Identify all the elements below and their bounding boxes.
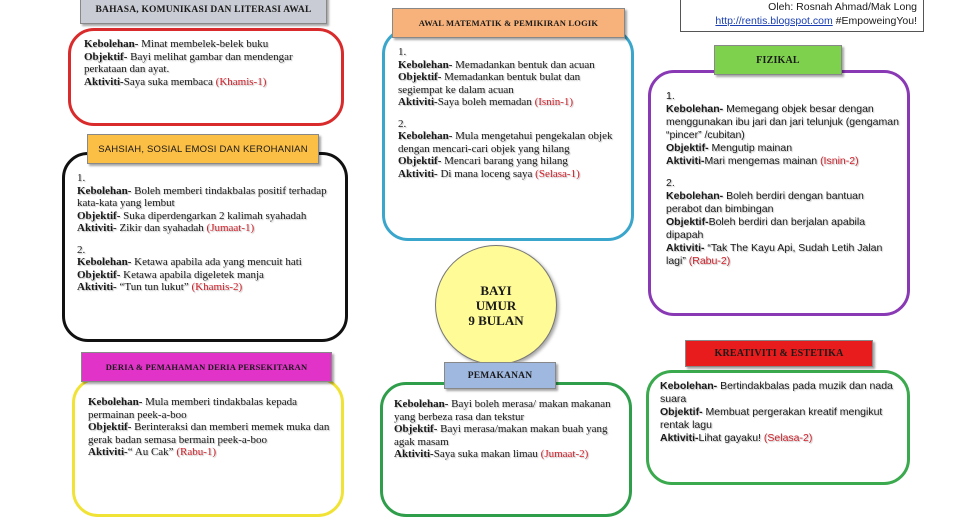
fizikal-k2-label: Kebolehan- xyxy=(666,190,724,202)
fizikal-a1: Mari mengemas mainan xyxy=(704,155,821,167)
matematik-d2: (Selasa-1) xyxy=(535,167,580,180)
deria-content xyxy=(88,396,332,459)
bahasa-aktiviti: Saya suka membaca xyxy=(123,75,216,88)
sahsiah-d2: (Khamis-2) xyxy=(191,281,243,293)
bahasa-kebolehan: Minat membelek-belek buku xyxy=(138,38,269,50)
kreativiti-content xyxy=(660,380,898,445)
kreativiti-header: KREATIVITI & ESTETIKA xyxy=(685,340,873,367)
pemakanan-kebolehan-label: Kebolehan- xyxy=(394,398,449,410)
fizikal-k1-label: Kebolehan- xyxy=(666,103,724,115)
sahsiah-a2: “Tun tun lukut” xyxy=(116,281,192,293)
matematik-k1-label: Kebolehan- xyxy=(398,58,453,71)
kreativiti-objektif-label: Objektif- xyxy=(660,406,703,418)
matematik-num-2: 2. xyxy=(398,117,407,130)
sahsiah-o1: Suka diperdengarkan 2 kalimah syahadah xyxy=(120,209,307,222)
sahsiah-o2-label: Objektif- xyxy=(77,268,121,281)
matematik-content xyxy=(398,46,624,180)
matematik-o2: Mencari barang yang hilang xyxy=(441,155,568,167)
pemakanan-header: PEMAKANAN xyxy=(444,362,556,389)
credit-tag: #EmpoweingYou! xyxy=(835,15,917,27)
bahasa-objektif: Bayi melihat gambar dan mendengar perkataan dan ayat. xyxy=(84,50,293,75)
deria-day: (Rabu-1) xyxy=(176,446,217,458)
sahsiah-a1-label: Aktiviti- xyxy=(77,222,117,234)
center-line-2: UMUR xyxy=(475,297,517,313)
deria-header: DERIA & PEMAHAMAN DERIA PERSEKITARAN xyxy=(81,352,332,382)
sahsiah-num-2: 2. xyxy=(77,243,86,256)
sahsiah-a1: Zikir dan syahadah xyxy=(116,222,207,234)
fizikal-o2-label: Objektif- xyxy=(666,216,709,228)
sahsiah-header: SAHSIAH, SOSIAL EMOSI DAN KEROHANIAN xyxy=(87,134,319,164)
fizikal-a1-label: Aktiviti- xyxy=(666,155,705,167)
deria-objektif: Berinteraksi dan memberi memek muka dan gerak badan semasa bermain peek-a-boo xyxy=(88,421,330,446)
kreativiti-objektif: Membuat pergerakan kreatif mengikut rentak lagu xyxy=(660,406,883,431)
bahasa-objektif-label: Objektif- xyxy=(84,50,128,63)
center-line-1: BAYI xyxy=(480,282,512,298)
sahsiah-k2-label: Kebolehan- xyxy=(77,256,132,268)
matematik-d1: (Isnin-1) xyxy=(534,96,574,108)
matematik-o1-label: Objektif- xyxy=(398,71,442,83)
deria-kebolehan: Mula memberi tindakbalas kepada permainan peek-a-boo xyxy=(88,396,297,421)
matematik-a1-label: Aktiviti- xyxy=(398,96,438,108)
deria-aktiviti-label: Aktiviti- xyxy=(88,446,128,458)
pemakanan-kebolehan: Bayi boleh merasa/ makan makanan yang berbeza rasa dan tekstur xyxy=(394,398,611,423)
matematik-k2-label: Kebolehan- xyxy=(398,130,453,142)
matematik-k1: Memadankan bentuk dan acuan xyxy=(452,58,595,71)
sahsiah-o2: Ketawa apabila digeletek manja xyxy=(120,268,264,281)
fizikal-a2: “Tak The Kayu Api, Sudah Letih Jalan lagi” xyxy=(666,242,883,267)
credit-author: Oleh: Rosnah Ahmad/Mak Long xyxy=(768,1,917,13)
sahsiah-k1: Boleh memberi tindakbalas positif terhadap kata-kata yang lembut xyxy=(77,184,327,209)
bahasa-day: (Khamis-1) xyxy=(215,75,267,88)
fizikal-o2: Boleh berdiri dan berjalan apabila dipapah xyxy=(666,216,866,241)
fizikal-content xyxy=(666,90,902,268)
kreativiti-aktiviti: Lihat gayaku! xyxy=(698,432,764,444)
fizikal-o1: Mengutip mainan xyxy=(708,142,793,154)
kreativiti-aktiviti-label: Aktiviti- xyxy=(660,432,699,444)
fizikal-d2: (Rabu-2) xyxy=(688,255,731,267)
matematik-k2: Mula mengetahui pengekalan objek dengan mencari-cari objek yang hilang xyxy=(398,130,613,155)
sahsiah-d1: (Jumaat-1) xyxy=(206,222,255,234)
bahasa-content xyxy=(84,38,334,88)
matematik-o1: Memadankan bentuk bulat dan segiempat ke dalam acuan xyxy=(398,71,581,96)
sahsiah-k1-label: Kebolehan- xyxy=(77,184,132,197)
matematik-o2-label: Objektif- xyxy=(398,155,442,167)
pemakanan-objektif-label: Objektif- xyxy=(394,423,438,435)
bahasa-header: BAHASA, KOMUNIKASI DAN LITERASI AWAL xyxy=(80,0,327,24)
deria-aktiviti: “ Au Cak” xyxy=(127,446,177,458)
pemakanan-day: (Jumaat-2) xyxy=(540,448,589,460)
fizikal-header: FIZIKAL xyxy=(714,45,842,75)
matematik-a2: Di mana loceng saya xyxy=(437,167,536,180)
matematik-num-1: 1. xyxy=(398,46,407,58)
fizikal-o1-label: Objektif- xyxy=(666,142,709,154)
credit-box xyxy=(680,0,924,32)
pemakanan-aktiviti: Saya suka makan limau xyxy=(433,448,541,460)
bahasa-aktiviti-label: Aktiviti- xyxy=(84,75,124,88)
kreativiti-kebolehan: Bertindakbalas pada muzik dan nada suara xyxy=(660,380,893,405)
sahsiah-num-1: 1. xyxy=(77,172,86,184)
fizikal-a2-label: Aktiviti- xyxy=(666,242,705,254)
matematik-a1: Saya boleh memadan xyxy=(437,96,535,108)
pemakanan-content xyxy=(394,398,622,461)
bahasa-kebolehan-label: Kebolehan- xyxy=(84,38,139,50)
fizikal-k1: Memegang objek besar dengan menggunakan ibu jari dan jari telunjuk (gengaman “pincer” /cubitan) xyxy=(666,103,899,141)
deria-kebolehan-label: Kebolehan- xyxy=(88,396,143,408)
fizikal-d1: (Isnin-2) xyxy=(820,155,859,167)
matematik-header: AWAL MATEMATIK & PEMIKIRAN LOGIK xyxy=(392,8,625,38)
center-circle xyxy=(435,245,557,365)
matematik-a2-label: Aktiviti- xyxy=(398,167,438,180)
pemakanan-aktiviti-label: Aktiviti- xyxy=(394,448,434,460)
sahsiah-o1-label: Objektif- xyxy=(77,209,121,222)
fizikal-k2: Boleh berdiri dengan bantuan perabot dan bimbingan xyxy=(666,190,864,215)
fizikal-num-2: 2. xyxy=(666,177,675,189)
kreativiti-kebolehan-label: Kebolehan- xyxy=(660,380,718,392)
sahsiah-content xyxy=(77,172,339,294)
pemakanan-objektif: Bayi merasa/makan makan buah yang agak masam xyxy=(394,423,608,448)
deria-objektif-label: Objektif- xyxy=(88,421,132,433)
sahsiah-a2-label: Aktiviti- xyxy=(77,281,117,293)
blog-link[interactable]: http://rentis.blogspot.com xyxy=(715,15,833,27)
center-line-3: 9 BULAN xyxy=(468,312,524,328)
sahsiah-k2: Ketawa apabila ada yang mencuit hati xyxy=(131,256,302,268)
kreativiti-day: (Selasa-2) xyxy=(763,432,813,444)
fizikal-num-1: 1. xyxy=(666,90,675,102)
